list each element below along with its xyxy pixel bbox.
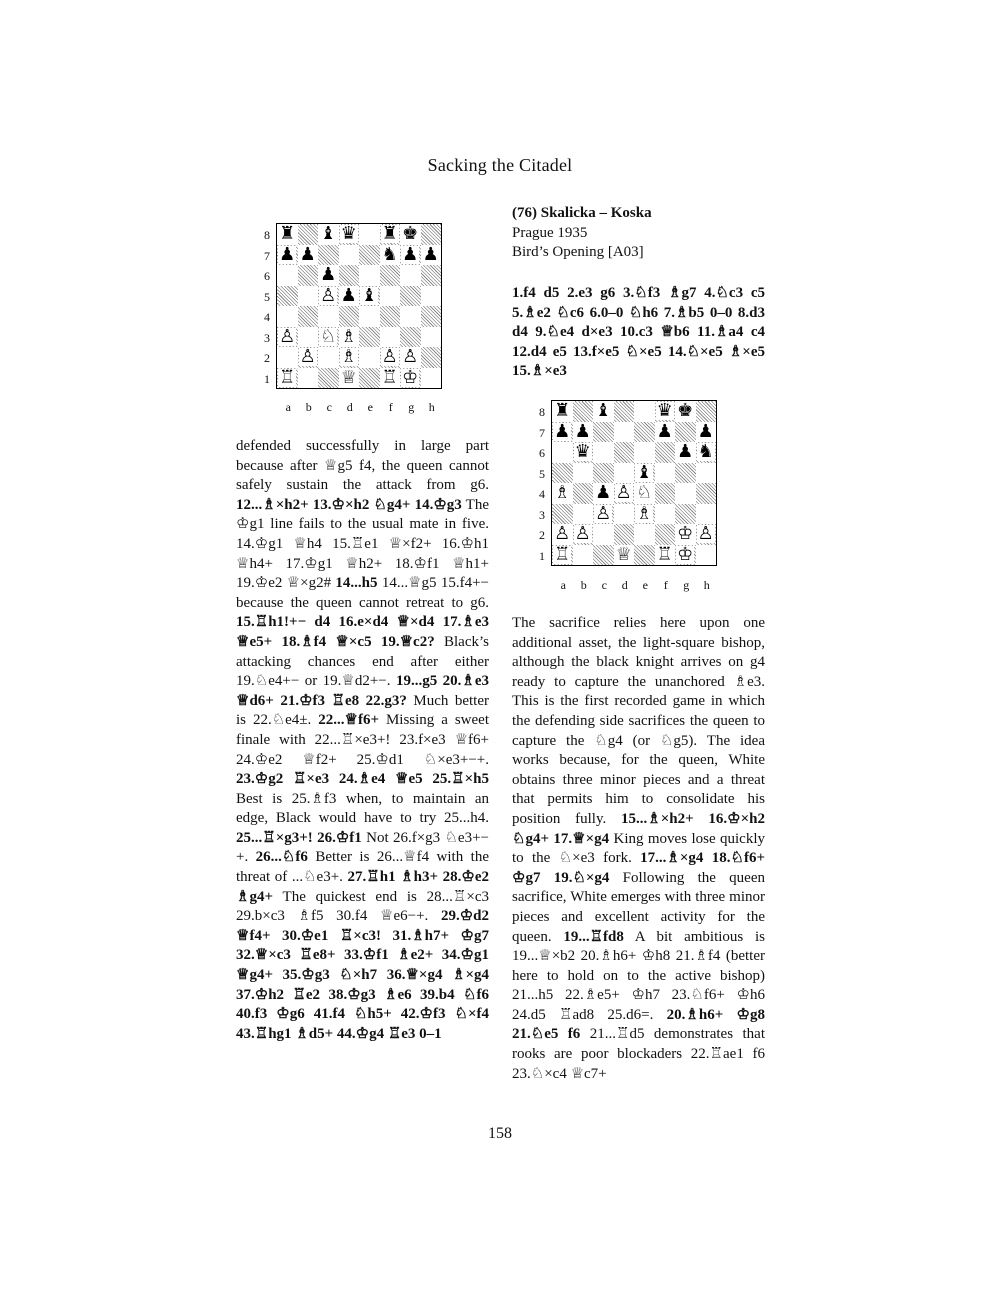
move-sequence: 27.♖h1 ♗h3+ 28.♔e2 ♗g4+: [236, 869, 489, 905]
square-f4: [380, 306, 401, 327]
chess-piece-icon: ♙: [554, 523, 571, 545]
file-label: c: [601, 578, 607, 592]
square-e2: [634, 524, 655, 545]
chess-piece-icon: ♗: [636, 502, 653, 524]
file-label: g: [408, 400, 415, 414]
square-d2: [339, 347, 360, 368]
square-g5: [400, 286, 421, 307]
square-f6: [655, 442, 676, 463]
chess-piece-icon: ♜: [381, 223, 398, 245]
square-d7: [339, 245, 360, 266]
rank-label: 4: [264, 310, 270, 324]
chess-piece-icon: ♟: [320, 264, 337, 286]
square-c4: [318, 306, 339, 327]
square-g4: [675, 483, 696, 504]
rank-label: 4: [539, 487, 545, 501]
chess-piece-icon: ♔: [402, 366, 419, 388]
square-f1: [655, 545, 676, 566]
square-b3: [298, 327, 319, 348]
square-b5: [298, 286, 319, 307]
square-e5: [634, 463, 655, 484]
chess-piece-icon: ♗: [340, 325, 357, 347]
square-a5: [552, 463, 573, 484]
game-moves: 1.f4 d5 2.e3 g6 3.♘f3 ♗g7 4.♘c3 c5 5.♗e2 ♘c6 6.0–0 ♘h6 7.♗b5 0–0 8.d3 d4 9.♘e4 d×e3 10.c3 ♕b6 11.♗a4 c4 12.d4 e5 13.f×e5 ♘×e5 14.♘×e5 ♗×e5 15.♗×e3: [512, 285, 765, 380]
move-sequence: 26...♘f6: [255, 849, 308, 866]
square-d3: [339, 327, 360, 348]
square-a7: [552, 422, 573, 443]
move-sequence: 12...♗×h2+ 13.♔×h2 ♘g4+ 14.♔g3: [236, 496, 462, 513]
move-sequence: 15...♗×h2+ 16.♔×h2 ♘g4+ 17.♕×g4: [512, 810, 765, 847]
square-d4: [339, 306, 360, 327]
square-f8: [655, 401, 676, 422]
square-b8: [298, 224, 319, 245]
square-e5: [359, 286, 380, 307]
square-b5: [573, 463, 594, 484]
square-h7: [421, 245, 442, 266]
square-f8: [380, 224, 401, 245]
square-d2: [614, 524, 635, 545]
chess-piece-icon: ♘: [636, 482, 653, 504]
chess-piece-icon: ♖: [279, 366, 296, 388]
square-g8: [400, 224, 421, 245]
square-e6: [634, 442, 655, 463]
file-label: a: [560, 578, 566, 592]
square-d5: [614, 463, 635, 484]
chess-piece-icon: ♗: [554, 482, 571, 504]
square-b1: [573, 545, 594, 566]
square-c5: [318, 286, 339, 307]
square-h5: [421, 286, 442, 307]
chess-piece-icon: ♛: [574, 441, 591, 463]
square-a6: [277, 265, 298, 286]
square-a2: [552, 524, 573, 545]
chess-piece-icon: ♜: [554, 400, 571, 422]
chess-piece-icon: ♟: [656, 420, 673, 442]
rank-label: 1: [264, 371, 270, 386]
file-label: h: [703, 578, 710, 592]
square-g6: [675, 442, 696, 463]
square-d6: [339, 265, 360, 286]
square-f1: [380, 368, 401, 389]
square-a1: [277, 368, 298, 389]
chess-piece-icon: ♖: [381, 366, 398, 388]
left-column-text: defended successfully in large part because after ♕g5 f4, the queen cannot safely sustain the attack from g6. 12...♗×h2+ 13.♔×h2 ♘g4+ 14.♔g3 The ♔g1 line fails to the usual mate in five. 14.♔g1 ♕h4 15.♖e1 ♕×f2+ 16.♔h1 ♕h4+ 17.♔g1 ♕h2+ 18.♔f1 ♕h1+ 19.♔e2 ♕×g2# 14...h5 14...♕g5 15.f4+− because the queen cannot retreat to g6. 15.♖h1!+− d4 16.e×d4 ♕×d4 17.♗e3 ♕e5+ 18.♗f4 ♕×c5 19.♕c2? Black’s attacking chances end after either 19.♘e4+− or 19.♕d2+−. 19...g5 20.♗e3 ♕d6+ 21.♔f3 ♖e8 22.g3? Much better is 22.♘e4±. 22...♕f6+ Missing a sweet finale with 22...♖×e3+! 23.f×e3 ♕f6+ 24.♔e2 ♕f2+ 25.♔d1 ♘×e3+−+. 23.♔g2 ♖×e3 24.♗e4 ♕e5 25.♖×h5 Best is 25.♗f3 when, to maintain an edge, Black would have to try 25...h4. 25...♖×g3+! 26.♔f1 Not 26.f×g3 ♘e3+−+. 26...♘f6 Better is 26...♕f4 with the threat of ...♘e3+. 27.♖h1 ♗h3+ 28.♔e2 ♗g4+ The quickest end is 28...♖×c3 29.b×c3 ♗f5 30.f4 ♕e6−+. 29.♔d2 ♕f4+ 30.♔e1 ♖×c3! 31.♗h7+ ♔g7 32.♕×c3 ♖e8+ 33.♔f1 ♗e2+ 34.♔g1 ♕g4+ 35.♔g3 ♘×h7 36.♕×g4 ♗×g4 37.♔h2 ♖e2 38.♔g3 ♗e6 39.b4 ♘f6 40.f3 ♔g6 41.f4 ♘h5+ 42.♔f3 ♘×f4 43.♖hg1 ♗d5+ 44.♔g4 ♖e3 0–1: [236, 438, 490, 1042]
rank-labels-right: [533, 402, 545, 566]
move-sequence: 23.♔g2 ♖×e3 24.♗e4 ♕e5 25.♖×h5: [236, 771, 489, 788]
chess-piece-icon: ♟: [340, 284, 357, 306]
square-f5: [380, 286, 401, 307]
square-g5: [675, 463, 696, 484]
chess-piece-icon: ♕: [615, 543, 632, 565]
chess-piece-icon: ♞: [697, 441, 714, 463]
square-a6: [552, 442, 573, 463]
square-d3: [614, 504, 635, 525]
chess-piece-icon: ♝: [636, 461, 653, 483]
square-a3: [552, 504, 573, 525]
square-e8: [634, 401, 655, 422]
rank-label: 8: [539, 405, 545, 419]
square-a3: [277, 327, 298, 348]
square-h7: [696, 422, 717, 443]
rank-label: 1: [539, 548, 545, 563]
move-sequence: 25...♖×g3+! 26.♔f1: [236, 829, 362, 846]
square-b4: [573, 483, 594, 504]
file-label: f: [388, 400, 393, 414]
file-label: g: [683, 578, 690, 592]
square-a5: [277, 286, 298, 307]
square-c8: [593, 401, 614, 422]
square-c2: [593, 524, 614, 545]
square-e4: [359, 306, 380, 327]
move-sequence: 14...h5: [335, 575, 378, 592]
chess-piece-icon: ♝: [361, 284, 378, 306]
chess-diagram-right: [551, 400, 717, 566]
chess-piece-icon: ♛: [340, 223, 357, 245]
square-c4: [593, 483, 614, 504]
chess-piece-icon: ♙: [279, 325, 296, 347]
chess-piece-icon: ♙: [402, 346, 419, 368]
chess-piece-icon: ♜: [279, 223, 296, 245]
chess-diagram-left: [276, 223, 442, 389]
chess-piece-icon: ♟: [677, 441, 694, 463]
file-labels-right: [553, 578, 717, 593]
square-h6: [696, 442, 717, 463]
chess-piece-icon: ♔: [677, 543, 694, 565]
square-g6: [400, 265, 421, 286]
square-f7: [655, 422, 676, 443]
square-g1: [400, 368, 421, 389]
chess-piece-icon: ♟: [554, 420, 571, 442]
square-a2: [277, 347, 298, 368]
chess-piece-icon: ♙: [381, 346, 398, 368]
square-f3: [655, 504, 676, 525]
square-e1: [359, 368, 380, 389]
square-h8: [696, 401, 717, 422]
square-g3: [675, 504, 696, 525]
square-c2: [318, 347, 339, 368]
square-e6: [359, 265, 380, 286]
chess-piece-icon: ♟: [697, 420, 714, 442]
file-label: e: [642, 578, 648, 592]
chess-piece-icon: ♙: [595, 502, 612, 524]
square-h4: [696, 483, 717, 504]
file-label: e: [367, 400, 373, 414]
square-h8: [421, 224, 442, 245]
square-c7: [593, 422, 614, 443]
rank-label: 3: [539, 507, 545, 522]
square-b2: [298, 347, 319, 368]
rank-labels-left: [258, 225, 270, 389]
square-h1: [696, 545, 717, 566]
square-b1: [298, 368, 319, 389]
square-b8: [573, 401, 594, 422]
file-label: a: [285, 400, 291, 414]
right-column-text: The sacrifice relies here upon one additional asset, the light-square bishop, although the black knight arrives on g4 ready to capture the unanchored ♗e3. This is the first recorded game in which the defending side sacrifices the queen to capture the ♘g4 (or ♘g5). The idea works because, for the queen, White obtains three minor pieces and a threat that permits him to consolidate his position fully. 15...♗×h2+ 16.♔×h2 ♘g4+ 17.♕×g4 King moves lose quickly to the ♘×e3 fork. 17...♗×g4 18.♘f6+ ♔g7 19.♘×g4 Following the queen sacrifice, White emerges with three minor pieces and excellent activity for the queen. 19...♖fd8 A bit ambitious is 19...♕×b2 20.♗h6+ ♔h8 21.♗f4 (better here to hold on to the active bishop) 21...h5 22.♗e5+ ♔h7 23.♘f6+ ♔h6 24.d5 ♖ad8 25.d6=. 20.♗h6+ ♔g8 21.♘e5 f6 21...♖d5 demonstrates that rooks are poor blockaders 22.♖ae1 f6 23.♘×c4 ♕c7+: [512, 615, 765, 1082]
rank-label: 5: [539, 466, 545, 481]
square-f4: [655, 483, 676, 504]
square-c8: [318, 224, 339, 245]
square-g7: [675, 422, 696, 443]
chess-piece-icon: ♔: [677, 523, 694, 545]
square-h4: [421, 306, 442, 327]
square-g8: [675, 401, 696, 422]
file-label: c: [326, 400, 332, 414]
chess-piece-icon: ♝: [320, 223, 337, 245]
square-d8: [339, 224, 360, 245]
move-sequence: 20.♗h6+ ♔g8 21.♘e5 f6: [512, 1006, 765, 1043]
move-sequence: 22...♕f6+: [318, 712, 379, 729]
chess-piece-icon: ♖: [656, 543, 673, 565]
square-c6: [318, 265, 339, 286]
chess-piece-icon: ♞: [381, 243, 398, 265]
rank-label: 5: [264, 289, 270, 304]
square-a4: [277, 306, 298, 327]
rank-label: 6: [264, 269, 270, 283]
rank-label: 2: [264, 351, 270, 365]
game-header: [512, 204, 767, 263]
square-b6: [573, 442, 594, 463]
chess-piece-icon: ♙: [697, 523, 714, 545]
running-header: Sacking the Citadel: [427, 155, 573, 175]
square-b6: [298, 265, 319, 286]
square-e3: [359, 327, 380, 348]
square-e7: [634, 422, 655, 443]
square-g2: [400, 347, 421, 368]
square-a7: [277, 245, 298, 266]
chess-piece-icon: ♗: [340, 346, 357, 368]
chess-piece-icon: ♝: [595, 400, 612, 422]
chess-piece-icon: ♚: [402, 223, 419, 245]
chess-piece-icon: ♚: [677, 400, 694, 422]
square-b3: [573, 504, 594, 525]
rank-label: 8: [264, 228, 270, 242]
chess-piece-icon: ♛: [656, 400, 673, 422]
square-d1: [339, 368, 360, 389]
square-f3: [380, 327, 401, 348]
square-c7: [318, 245, 339, 266]
square-a8: [277, 224, 298, 245]
rank-label: 3: [264, 330, 270, 345]
square-f5: [655, 463, 676, 484]
square-h2: [696, 524, 717, 545]
chess-piece-icon: ♟: [574, 420, 591, 442]
chess-piece-icon: ♘: [320, 325, 337, 347]
chess-piece-icon: ♙: [574, 523, 591, 545]
square-h5: [696, 463, 717, 484]
chess-piece-icon: ♕: [340, 366, 357, 388]
square-d7: [614, 422, 635, 443]
game-place: Prague 1935: [512, 224, 588, 241]
chess-piece-icon: ♟: [595, 482, 612, 504]
square-c1: [593, 545, 614, 566]
square-f2: [655, 524, 676, 545]
square-e2: [359, 347, 380, 368]
square-e4: [634, 483, 655, 504]
square-e7: [359, 245, 380, 266]
chess-piece-icon: ♟: [279, 243, 296, 265]
square-h3: [421, 327, 442, 348]
square-c1: [318, 368, 339, 389]
file-label: h: [428, 400, 435, 414]
square-h2: [421, 347, 442, 368]
square-h6: [421, 265, 442, 286]
chess-piece-icon: ♖: [554, 543, 571, 565]
page-number: 158: [488, 1125, 512, 1142]
rank-label: 7: [539, 425, 545, 440]
game-opening: Bird’s Opening [A03]: [512, 244, 644, 261]
square-b4: [298, 306, 319, 327]
rank-label: 2: [539, 528, 545, 542]
square-d1: [614, 545, 635, 566]
square-c3: [318, 327, 339, 348]
square-e3: [634, 504, 655, 525]
square-d6: [614, 442, 635, 463]
move-sequence: 17...♗×g4 18.♘f6+ ♔g7 19.♘×g4: [512, 850, 765, 886]
move-sequence: 19...♖fd8: [563, 928, 624, 945]
file-labels-left: [278, 400, 442, 415]
square-h1: [421, 368, 442, 389]
square-c6: [593, 442, 614, 463]
move-sequence: 19...g5 20.♗e3 ♕d6+ 21.♔f3 ♖e8 22.g3?: [236, 673, 489, 709]
chess-piece-icon: ♟: [402, 243, 419, 265]
square-c3: [593, 504, 614, 525]
move-sequence: 29.♔d2 ♕f4+ 30.♔e1 ♖×c3! 31.♗h7+ ♔g7 32.♕×c3 ♖e8+ 33.♔f1 ♗e2+ 34.♔g1 ♕g4+ 35.♔g3 ♘×h7 36.♕×g4 ♗×g4 37.♔h2 ♖e2 38.♔g3 ♗e6 39.b4 ♘f6 40.f3 ♔g6 41.f4 ♘h5+ 42.♔f3 ♘×f4 43.♖hg1 ♗d5+ 44.♔g4 ♖e3 0–1: [236, 908, 489, 1042]
square-d8: [614, 401, 635, 422]
chess-piece-icon: ♟: [422, 243, 439, 265]
chess-piece-icon: ♟: [299, 243, 316, 265]
file-label: f: [663, 578, 668, 592]
square-g4: [400, 306, 421, 327]
square-e1: [634, 545, 655, 566]
square-g7: [400, 245, 421, 266]
chess-piece-icon: ♙: [320, 284, 337, 306]
square-f6: [380, 265, 401, 286]
square-e8: [359, 224, 380, 245]
square-a1: [552, 545, 573, 566]
square-f7: [380, 245, 401, 266]
square-g3: [400, 327, 421, 348]
square-a8: [552, 401, 573, 422]
rank-label: 7: [264, 248, 270, 263]
square-d4: [614, 483, 635, 504]
square-c5: [593, 463, 614, 484]
rank-label: 6: [539, 446, 545, 460]
square-a4: [552, 483, 573, 504]
square-b7: [298, 245, 319, 266]
square-b7: [573, 422, 594, 443]
file-label: d: [346, 400, 353, 414]
square-b2: [573, 524, 594, 545]
square-g2: [675, 524, 696, 545]
game-heading: (76) Skalicka – Koska: [512, 205, 652, 221]
file-label: d: [621, 578, 628, 592]
square-g1: [675, 545, 696, 566]
square-f2: [380, 347, 401, 368]
chess-piece-icon: ♙: [299, 346, 316, 368]
square-d5: [339, 286, 360, 307]
file-label: b: [305, 400, 312, 414]
chess-piece-icon: ♙: [615, 482, 632, 504]
move-sequence: 15.♖h1!+− d4 16.e×d4 ♕×d4 17.♗e3 ♕e5+ 18.♗f4 ♕×c5 19.♕c2?: [236, 614, 489, 650]
file-label: b: [580, 578, 587, 592]
square-h3: [696, 504, 717, 525]
